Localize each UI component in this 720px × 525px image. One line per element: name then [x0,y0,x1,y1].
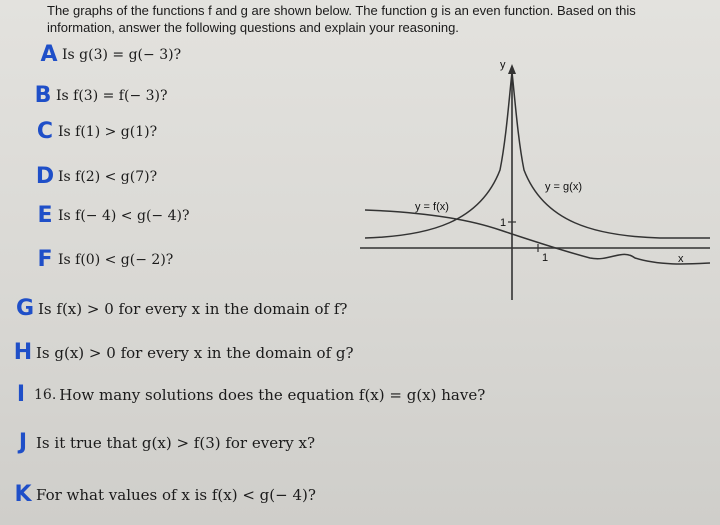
question-b-text: Is f(3) = f(− 3)? [56,88,168,104]
question-e-text: Is f(− 4) < g(− 4)? [58,208,190,224]
handwritten-letter-d: D [35,164,55,189]
handwritten-letter-c: C [36,119,54,144]
question-k [0,480,316,510]
question-j-text: Is it true that g(x) > f(3) for every x? [36,434,316,452]
handwritten-letter-b: B [34,83,52,108]
question-k-text: For what values of x is f(x) < g(− 4)? [36,486,316,504]
question-f [0,245,173,275]
x-axis-label: x [678,253,684,265]
question-f-text: Is f(0) < g(− 2)? [58,252,174,268]
handwritten-letter-f: F [37,247,53,272]
question-i-number: 16. [34,387,57,403]
question-i-text: How many solutions does the equation f(x) = g(x) have? [59,386,486,404]
graph-svg [360,50,720,310]
handwritten-letter-k: K [14,482,32,507]
handwritten-letter-j: J [18,430,28,455]
f-curve [365,210,710,264]
handwritten-letter-a: A [40,42,58,67]
question-b [0,81,168,111]
question-g-text: Is f(x) > 0 for every x in the domain of f? [38,300,348,318]
question-g [0,294,347,324]
question-i [0,380,485,410]
handwritten-letter-i: I [16,382,26,407]
handwritten-letter-e: E [37,203,53,228]
question-c-text: Is f(1) > g(1)? [58,124,158,140]
question-h [0,338,354,368]
question-a-text: Is g(3) = g(− 3)? [62,47,182,63]
question-a [0,40,181,70]
y-tick-1-label: 1 [500,217,507,229]
question-d-text: Is f(2) < g(7)? [58,169,158,185]
f-curve-label: y = f(x) [415,201,449,213]
question-h-text: Is g(x) > 0 for every x in the domain of g? [36,344,354,362]
handwritten-letter-g: G [15,296,35,321]
g-curve-label: y = g(x) [545,181,582,193]
intro-text: The graphs of the functions f and g are shown below. The function g is an even function. Based on this information, answer the following questions and explain your reasoning. [47,3,636,35]
handwritten-letter-h: H [13,340,33,365]
function-graph [360,50,720,310]
y-axis-label: y [500,59,506,71]
question-j [0,428,315,458]
x-tick-1-label: 1 [542,252,549,264]
question-c [0,117,157,147]
question-d [0,162,157,192]
question-e [0,201,189,231]
